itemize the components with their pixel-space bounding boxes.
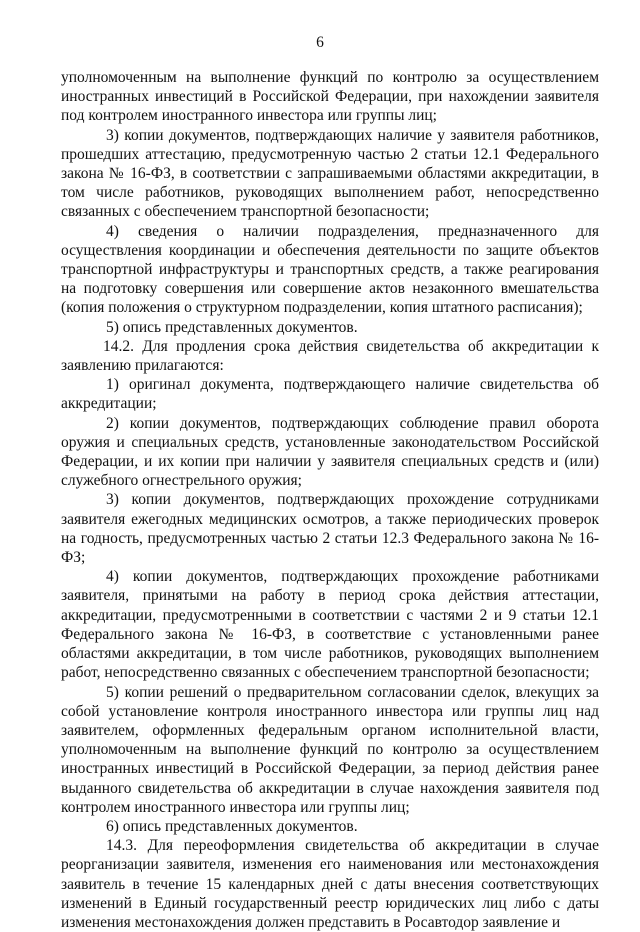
paragraph-section-14-2: 14.2. Для продления срока действия свидетельства об аккредитации к заявлению прилагаются:	[61, 337, 599, 375]
paragraph-14-2-item-3: 3) копии документов, подтверждающих прохождение сотрудниками заявителя ежегодных медицинских осмотров, а также периодических проверок на годность, предусмотренных частью 2 статьи 12.3 Федерального закона № 16-ФЗ;	[61, 491, 599, 567]
paragraph-item-3: 3) копии документов, подтверждающих наличие у заявителя работников, прошедших аттестацию, предусмотренную частью 2 статьи 12.1 Федерального закона № 16-ФЗ, в соответствии с запрашиваемыми областями аккредитации, в том числе работников, руководящих выполнением работ, непосредственно связанных с обеспечением транспортной безопасности;	[61, 126, 599, 221]
paragraph-item-5: 5) опись представленных документов.	[106, 318, 358, 336]
paragraph-continuation: уполномоченным на выполнение функций по контролю за осуществлением иностранных инвестиций в Российской Федерации, при нахождении заявителя под контролем иностранного инвестора или группы лиц;	[61, 69, 599, 125]
paragraph-14-2-item-4: 4) копии документов, подтверждающих прохождение работниками заявителя, принятыми на работу в период срока действия аттестации, аккредитации, предусмотренными в соответствии с частями 2 и 9 статьи 12.1 Федерального закона № 16-ФЗ, в соответствие с установленными ранее областями аккредитации, в том числе работников, руководящих выполнением работ, непосредственно связанных с обеспечением транспортной безопасности;	[61, 568, 599, 682]
paragraph-section-14-3: 14.3. Для переоформления свидетельства об аккредитации в случае реорганизации заявителя, изменения его наименования или местонахождения заявитель в течение 15 календарных дней с даты внесения соответствующих изменений в Единый государственный реестр юридических лиц либо с даты изменения местонахождения должен представить в Росавтодор заявление и	[61, 837, 599, 931]
document-body	[61, 68, 599, 932]
paragraph-14-2-item-6: 6) опись представленных документов.	[106, 817, 358, 835]
paragraph-14-2-item-5: 5) копии решений о предварительном согласовании сделок, влекущих за собой установление контроля иностранного инвестора или группы лиц над заявителем, оформленных федеральным органом исполнительной власти, уполномоченным на выполнение функций по контролю за осуществлением иностранных инвестиций в Российской Федерации, за период действия ранее выданного свидетельства об аккредитации в случае нахождения заявителя под контролем иностранного инвестора или группы лиц;	[61, 683, 599, 816]
page-number: 6	[316, 34, 324, 51]
paragraph-14-2-item-2: 2) копии документов, подтверждающих соблюдение правил оборота оружия и специальных средств, установленные законодательством Российской Федерации, и их копии при наличии у заявителя специальных средств и (или) служебного огнестрельного оружия;	[61, 414, 599, 490]
paragraph-14-2-item-1: 1) оригинал документа, подтверждающего наличие свидетельства об аккредитации;	[61, 376, 599, 413]
paragraph-item-4: 4) сведения о наличии подразделения, предназначенного для осуществления координации и обеспечения деятельности по защите объектов транспортной инфраструктуры и транспортных средств, а также реагирования на подготовку совершения или совершение актов незаконного вмешательства (копия положения о структурном подразделении, копия штатного расписания);	[61, 222, 599, 317]
